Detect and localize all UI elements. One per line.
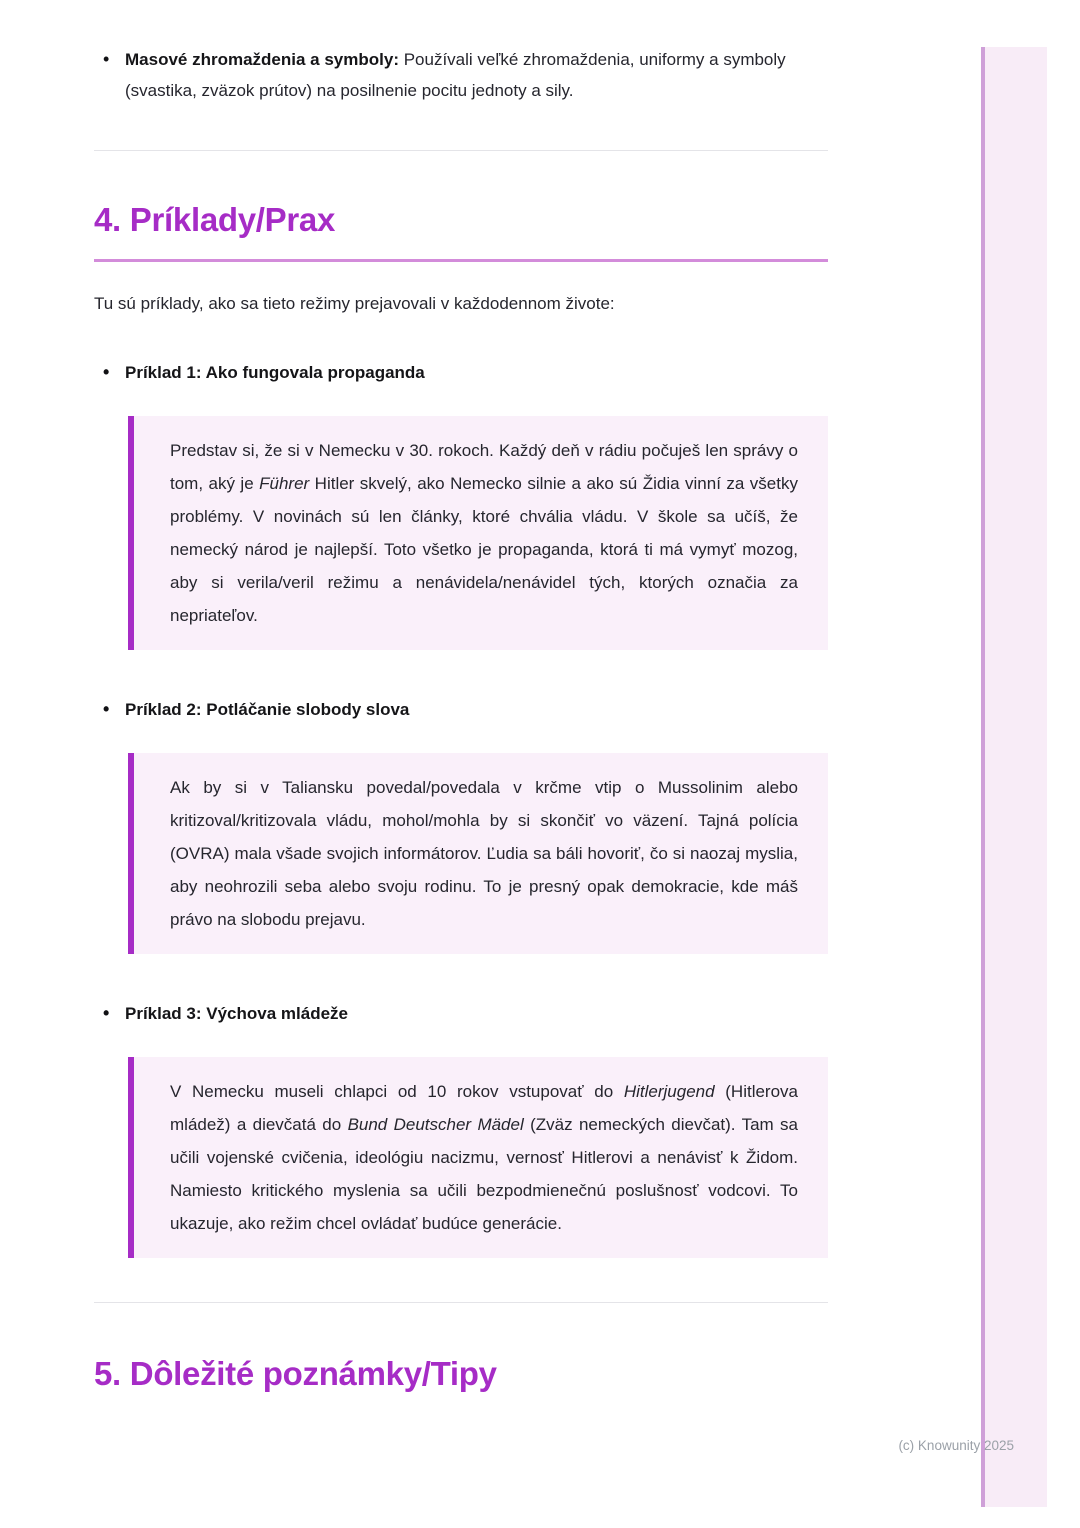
example-block-1 xyxy=(94,357,828,650)
side-stripe-decoration xyxy=(981,47,1047,1507)
bullet-bold-lead: Masové zhromaždenia a symboly: xyxy=(125,50,399,69)
example-1-quote: Predstav si, že si v Nemecku v 30. rokoch. Každý deň v rádiu počuješ len správy o tom, aký je Führer Hitler skvelý, ako Nemecko silnie a ako sú Židia vinní za všetky problémy. V novinách sú len články, ktoré chvália vládu. V škole sa učíš, že nemecký národ je najlepší. Toto všetko je propaganda, ktorá ti má vymyť mozog, aby si verila/veril režimu a nenávidela/nenávidel tých, ktorých označia za nepriateľov. xyxy=(170,441,798,625)
example-1-label: • Príklad 1: Ako fungovala propaganda xyxy=(94,357,828,388)
example-block-2 xyxy=(94,694,828,954)
document-content xyxy=(94,44,828,1393)
example-2-label-list xyxy=(94,694,828,725)
bullet-text: Používali veľké zhromaždenia, uniformy a symboly (svastika, zväzok prútov) na posilnenie pocitu jednoty a sily. xyxy=(125,50,786,100)
example-2-label: • Príklad 2: Potláčanie slobody slova xyxy=(94,694,828,725)
example-1-label-list xyxy=(94,357,828,388)
example-1-callout xyxy=(128,416,828,650)
section-4-lead: Tu sú príklady, ako sa tieto režimy prejavovali v každodennom živote: xyxy=(94,294,615,313)
example-3-label: • Príklad 3: Výchova mládeže xyxy=(94,998,828,1029)
section-divider xyxy=(94,1302,828,1303)
example-3-label-list xyxy=(94,998,828,1029)
section-5-title: 5. Dôležité poznámky/Tipy xyxy=(94,1355,497,1392)
section-4-title: 4. Príklady/Prax xyxy=(94,201,828,262)
example-2-quote: Ak by si v Taliansku povedal/povedala v krčme vtip o Mussolinim alebo kritizoval/kritizovala vládu, mohol/mohla by si skončiť vo väzení. Tajná polícia (OVRA) mala všade svojich informátorov. Ľudia sa báli hovoriť, čo si naozaj myslia, aby neohrozili seba alebo svoju rodinu. To je presný opak demokracie, kde máš právo na slobodu prejavu. xyxy=(170,778,798,929)
example-3-quote: V Nemecku museli chlapci od 10 rokov vstupovať do Hitlerjugend (Hitlerova mládež) a dievčatá do Bund Deutscher Mädel (Zväz nemeckých dievčat). Tam sa učili vojenské cvičenia, ideológiu nacizmu, vernosť Hitlerovi a nenávisť k Židom. Namiesto kritického myslenia sa učili bezpodmienečnú poslušnosť vodcovi. To ukazuje, ako režim chcel ovládať budúce generácie. xyxy=(170,1082,798,1233)
section-divider xyxy=(94,150,828,151)
bullet-mass-gatherings xyxy=(94,44,828,106)
summary-bullet-list xyxy=(94,44,828,106)
example-block-3 xyxy=(94,998,828,1258)
example-3-callout xyxy=(128,1057,828,1258)
copyright-note: (c) Knowunity 2025 xyxy=(898,1438,1014,1453)
example-2-callout xyxy=(128,753,828,954)
